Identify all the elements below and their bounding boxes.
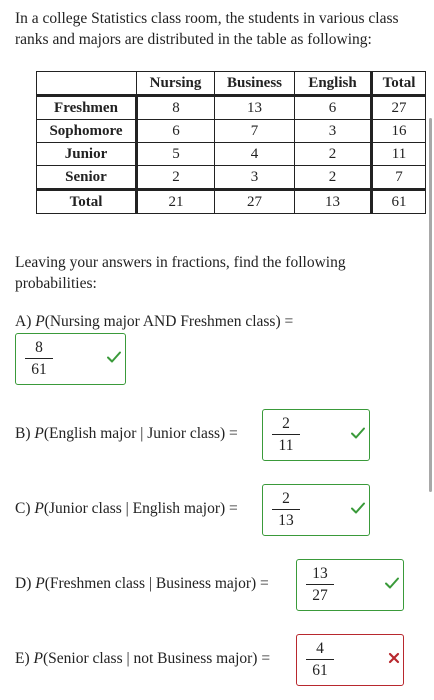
question-c [15, 500, 238, 518]
column-header-total: Total [372, 72, 426, 96]
equals-sign: = [225, 500, 238, 517]
question-text: (Senior class | not Business major) [42, 650, 258, 667]
answer-field-b[interactable] [262, 409, 370, 461]
answer-fraction [300, 564, 340, 605]
table-cell: 4 [215, 143, 295, 166]
question-prefix: D) [15, 575, 36, 592]
check-icon [106, 349, 122, 365]
table-corner-cell [37, 72, 137, 96]
denominator: 61 [312, 662, 328, 679]
table-row [37, 166, 426, 190]
table-cell: 7 [372, 166, 426, 190]
equals-sign: = [280, 313, 294, 330]
question-prefix: C) [15, 500, 35, 517]
answer-fraction [266, 489, 306, 530]
question-text: (Nursing major AND Freshmen class) [44, 313, 281, 330]
check-icon [350, 425, 366, 441]
table-cell: 11 [372, 143, 426, 166]
table-cell: 27 [215, 190, 295, 214]
table-cell: 6 [295, 96, 372, 120]
fraction-bar [272, 434, 300, 435]
table-cell: 7 [215, 120, 295, 143]
numerator: 8 [35, 339, 43, 356]
probability-symbol: P [35, 313, 45, 330]
table-cell: 3 [295, 120, 372, 143]
probability-symbol: P [34, 425, 44, 442]
answer-field-e[interactable] [296, 634, 404, 686]
denominator: 61 [31, 361, 47, 378]
question-text: (English major | Junior class) [43, 425, 226, 442]
table-cell: 61 [372, 190, 426, 214]
scrollbar[interactable] [429, 118, 432, 492]
fraction-bar [306, 584, 334, 585]
table-row [37, 96, 426, 120]
question-e [15, 650, 270, 668]
table-cell: 6 [137, 120, 215, 143]
numerator: 2 [282, 490, 290, 507]
denominator: 27 [312, 587, 328, 604]
problem-intro: In a college Statistics class room, the students in various class ranks and majors are distributed in the table as following: [15, 10, 399, 48]
instructions: Leaving your answers in fractions, find the following probabilities: [15, 254, 346, 292]
table-cell: 13 [295, 190, 372, 214]
table-cell: 8 [137, 96, 215, 120]
column-header-english: English [295, 72, 372, 96]
probability-symbol: P [34, 500, 44, 517]
table-cell: 16 [372, 120, 426, 143]
table-cell: 2 [295, 143, 372, 166]
fraction-bar [272, 509, 300, 510]
equals-sign: = [257, 650, 271, 667]
table-total-row [37, 190, 426, 214]
check-icon [384, 575, 400, 591]
table-row [37, 143, 426, 166]
column-header-nursing: Nursing [137, 72, 215, 96]
table-cell: 21 [137, 190, 215, 214]
equals-sign: = [256, 575, 269, 592]
row-header-senior: Senior [37, 166, 137, 190]
question-a [15, 313, 293, 331]
question-prefix: A) [15, 313, 36, 330]
row-header-sophomore: Sophomore [37, 120, 137, 143]
table-cell: 5 [137, 143, 215, 166]
table-cell: 2 [295, 166, 372, 190]
probability-symbol: P [35, 575, 45, 592]
row-header-freshmen: Freshmen [37, 96, 137, 120]
denominator: 13 [278, 512, 294, 529]
column-header-business: Business [215, 72, 295, 96]
numerator: 4 [316, 640, 324, 657]
fraction-bar [306, 659, 334, 660]
table-cell: 13 [215, 96, 295, 120]
distribution-table [36, 71, 426, 214]
table-cell: 3 [215, 166, 295, 190]
numerator: 2 [282, 415, 290, 432]
answer-field-d[interactable] [296, 559, 404, 611]
row-header-total: Total [37, 190, 137, 214]
answer-fraction [300, 639, 340, 680]
probability-symbol: P [33, 650, 43, 667]
question-d [15, 575, 269, 593]
question-b [15, 425, 238, 443]
row-header-junior: Junior [37, 143, 137, 166]
question-text: (Junior class | English major) [43, 500, 226, 517]
question-prefix: B) [15, 425, 35, 442]
table-cell: 2 [137, 166, 215, 190]
fraction-bar [25, 358, 53, 359]
table-cell: 27 [372, 96, 426, 120]
answer-fraction [19, 338, 59, 379]
question-text: (Freshmen class | Business major) [44, 575, 257, 592]
question-prefix: E) [15, 650, 34, 667]
table-header-row [37, 72, 426, 96]
cross-icon [386, 650, 402, 666]
table-row [37, 120, 426, 143]
answer-fraction [266, 414, 306, 455]
denominator: 11 [278, 437, 294, 454]
answer-field-a[interactable] [15, 333, 126, 385]
answer-field-c[interactable] [262, 484, 370, 536]
numerator: 13 [312, 565, 328, 582]
check-icon [350, 500, 366, 516]
equals-sign: = [225, 425, 238, 442]
